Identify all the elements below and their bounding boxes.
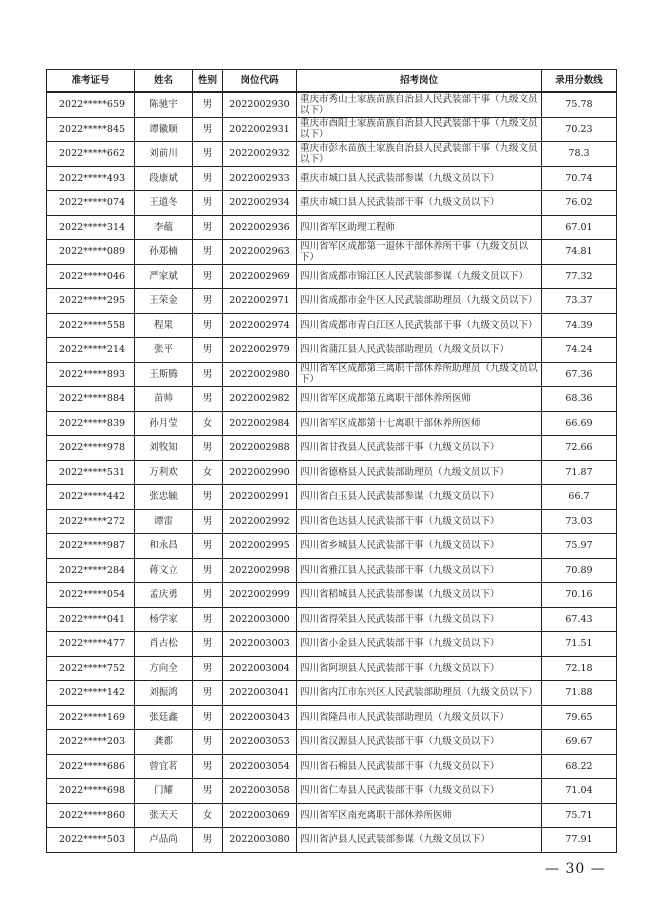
cell-score: 67.01 <box>542 215 617 240</box>
table-row <box>47 509 617 534</box>
cell-gender: 男 <box>193 362 223 387</box>
table-row <box>47 681 617 706</box>
cell-name: 孙月莹 <box>135 411 193 436</box>
cell-ticket: 2022*****987 <box>47 534 135 559</box>
cell-ticket: 2022*****054 <box>47 583 135 608</box>
cell-name: 刘振鸿 <box>135 681 193 706</box>
cell-score: 68.22 <box>542 754 617 779</box>
cell-post: 四川省白玉县人民武装部参谋（九级文员以下） <box>297 485 542 510</box>
header-ticket: 准考证号 <box>47 70 135 93</box>
table-row <box>47 289 617 314</box>
cell-ticket: 2022*****845 <box>47 117 135 142</box>
table-row <box>47 828 617 853</box>
cell-post: 四川省石棉县人民武装部干事（九级文员以下） <box>297 754 542 779</box>
cell-gender: 男 <box>193 607 223 632</box>
cell-post: 四川省稻城县人民武装部参谋（九级文员以下） <box>297 583 542 608</box>
cell-post: 四川省雅江县人民武装部干事（九级文员以下） <box>297 558 542 583</box>
cell-name: 杨学家 <box>135 607 193 632</box>
cell-post: 四川省军区南充离职干部休养所医师 <box>297 803 542 828</box>
page-number: — 30 — <box>545 861 606 877</box>
table-row <box>47 338 617 363</box>
cell-ticket: 2022*****884 <box>47 387 135 412</box>
cell-name: 孙郑楠 <box>135 240 193 265</box>
cell-name: 张忠毓 <box>135 485 193 510</box>
cell-name: 程果 <box>135 313 193 338</box>
cell-post: 重庆市彭水苗族土家族自治县人民武装部干事（九级文员以下） <box>297 142 542 167</box>
cell-ticket: 2022*****295 <box>47 289 135 314</box>
table-row <box>47 215 617 240</box>
cell-name: 陈驰宇 <box>135 92 193 117</box>
header-code: 岗位代码 <box>223 70 297 93</box>
cell-code: 2022003041 <box>223 681 297 706</box>
cell-ticket: 2022*****041 <box>47 607 135 632</box>
cell-score: 72.18 <box>542 656 617 681</box>
score-table <box>46 69 617 853</box>
cell-code: 2022003054 <box>223 754 297 779</box>
cell-score: 75.71 <box>542 803 617 828</box>
cell-post: 四川省军区成都第三离职干部休养所助理员（九级文员以下） <box>297 362 542 387</box>
table-row <box>47 632 617 657</box>
cell-code: 2022002931 <box>223 117 297 142</box>
cell-score: 75.97 <box>542 534 617 559</box>
cell-post: 四川省军区成都第五离职干部休养所医师 <box>297 387 542 412</box>
cell-gender: 女 <box>193 803 223 828</box>
cell-gender: 男 <box>193 485 223 510</box>
cell-ticket: 2022*****839 <box>47 411 135 436</box>
cell-name: 刘牧知 <box>135 436 193 461</box>
cell-code: 2022002934 <box>223 191 297 216</box>
cell-score: 74.24 <box>542 338 617 363</box>
cell-score: 67.36 <box>542 362 617 387</box>
cell-code: 2022003053 <box>223 730 297 755</box>
table-row <box>47 583 617 608</box>
table-body <box>47 92 617 852</box>
cell-name: 张平 <box>135 338 193 363</box>
cell-gender: 男 <box>193 509 223 534</box>
table-row <box>47 460 617 485</box>
cell-post: 四川省成都市青白江区人民武装部干事（九级文员以下） <box>297 313 542 338</box>
cell-score: 76.02 <box>542 191 617 216</box>
table-row <box>47 411 617 436</box>
cell-code: 2022002974 <box>223 313 297 338</box>
cell-gender: 男 <box>193 436 223 461</box>
cell-score: 74.81 <box>542 240 617 265</box>
cell-gender: 女 <box>193 460 223 485</box>
cell-gender: 男 <box>193 92 223 117</box>
cell-code: 2022002932 <box>223 142 297 167</box>
cell-post: 四川省得荣县人民武装部干事（九级文员以下） <box>297 607 542 632</box>
cell-gender: 男 <box>193 558 223 583</box>
cell-gender: 男 <box>193 215 223 240</box>
table-row <box>47 92 617 117</box>
cell-gender: 男 <box>193 828 223 853</box>
cell-post: 四川省军区助理工程师 <box>297 215 542 240</box>
cell-score: 73.03 <box>542 509 617 534</box>
cell-gender: 男 <box>193 289 223 314</box>
cell-ticket: 2022*****698 <box>47 779 135 804</box>
cell-name: 谭雷 <box>135 509 193 534</box>
cell-gender: 男 <box>193 681 223 706</box>
cell-ticket: 2022*****314 <box>47 215 135 240</box>
cell-ticket: 2022*****169 <box>47 705 135 730</box>
cell-code: 2022003058 <box>223 779 297 804</box>
cell-ticket: 2022*****503 <box>47 828 135 853</box>
cell-name: 严家斌 <box>135 264 193 289</box>
table-row <box>47 240 617 265</box>
table-header <box>47 70 617 93</box>
cell-ticket: 2022*****272 <box>47 509 135 534</box>
cell-post: 四川省内江市东兴区人民武装部助理员（九级文员以下） <box>297 681 542 706</box>
cell-name: 王荣金 <box>135 289 193 314</box>
cell-post: 四川省军区成都第一退休干部休养所干事（九级文员以下） <box>297 240 542 265</box>
table-row <box>47 705 617 730</box>
cell-name: 谭徽顺 <box>135 117 193 142</box>
cell-code: 2022003043 <box>223 705 297 730</box>
cell-ticket: 2022*****752 <box>47 656 135 681</box>
cell-score: 71.88 <box>542 681 617 706</box>
cell-post: 四川省泸县人民武装部参谋（九级文员以下） <box>297 828 542 853</box>
cell-code: 2022002995 <box>223 534 297 559</box>
cell-post: 重庆市城口县人民武装部参谋（九级文员以下） <box>297 166 542 191</box>
cell-post: 四川省汉源县人民武装部干事（九级文员以下） <box>297 730 542 755</box>
table-row <box>47 607 617 632</box>
cell-code: 2022003003 <box>223 632 297 657</box>
cell-name: 曾宜茗 <box>135 754 193 779</box>
cell-gender: 男 <box>193 387 223 412</box>
cell-post: 四川省蒲江县人民武装部助理员（九级文员以下） <box>297 338 542 363</box>
cell-name: 门耀 <box>135 779 193 804</box>
cell-post: 四川省德格县人民武装部助理员（九级文员以下） <box>297 460 542 485</box>
cell-ticket: 2022*****659 <box>47 92 135 117</box>
cell-score: 75.78 <box>542 92 617 117</box>
cell-code: 2022002971 <box>223 289 297 314</box>
cell-code: 2022003004 <box>223 656 297 681</box>
cell-gender: 男 <box>193 166 223 191</box>
table-row <box>47 166 617 191</box>
cell-score: 66.69 <box>542 411 617 436</box>
cell-score: 70.74 <box>542 166 617 191</box>
cell-gender: 男 <box>193 583 223 608</box>
cell-score: 68.36 <box>542 387 617 412</box>
table-row <box>47 117 617 142</box>
cell-name: 肖古松 <box>135 632 193 657</box>
cell-name: 方向全 <box>135 656 193 681</box>
header-gender: 性别 <box>193 70 223 93</box>
header-name: 姓名 <box>135 70 193 93</box>
cell-post: 四川省隆昌市人民武装部助理员（九级文员以下） <box>297 705 542 730</box>
cell-score: 71.87 <box>542 460 617 485</box>
cell-name: 李蕴 <box>135 215 193 240</box>
cell-post: 重庆市酉阳土家族苗族自治县人民武装部干事（九级文员以下） <box>297 117 542 142</box>
cell-post: 四川省阿坝县人民武装部干事（九级文员以下） <box>297 656 542 681</box>
cell-gender: 男 <box>193 142 223 167</box>
cell-post: 四川省成都市锦江区人民武装部参谋（九级文员以下） <box>297 264 542 289</box>
table-row <box>47 558 617 583</box>
cell-ticket: 2022*****686 <box>47 754 135 779</box>
cell-name: 刘前川 <box>135 142 193 167</box>
cell-code: 2022002979 <box>223 338 297 363</box>
cell-name: 龚都 <box>135 730 193 755</box>
cell-ticket: 2022*****978 <box>47 436 135 461</box>
cell-code: 2022002988 <box>223 436 297 461</box>
cell-code: 2022003000 <box>223 607 297 632</box>
table-row <box>47 803 617 828</box>
cell-gender: 女 <box>193 411 223 436</box>
cell-code: 2022002963 <box>223 240 297 265</box>
table-row <box>47 313 617 338</box>
table-row <box>47 362 617 387</box>
cell-name: 和永昌 <box>135 534 193 559</box>
cell-name: 卢品尚 <box>135 828 193 853</box>
cell-score: 66.7 <box>542 485 617 510</box>
cell-name: 王斯腾 <box>135 362 193 387</box>
cell-score: 71.04 <box>542 779 617 804</box>
cell-code: 2022002998 <box>223 558 297 583</box>
cell-ticket: 2022*****477 <box>47 632 135 657</box>
cell-ticket: 2022*****203 <box>47 730 135 755</box>
cell-post: 四川省成都市金牛区人民武装部助理员（九级文员以下） <box>297 289 542 314</box>
table-row <box>47 191 617 216</box>
cell-post: 四川省色达县人民武装部干事（九级文员以下） <box>297 509 542 534</box>
table-row <box>47 142 617 167</box>
cell-ticket: 2022*****214 <box>47 338 135 363</box>
cell-gender: 男 <box>193 117 223 142</box>
cell-name: 蒋文立 <box>135 558 193 583</box>
cell-ticket: 2022*****531 <box>47 460 135 485</box>
cell-gender: 男 <box>193 338 223 363</box>
table-row <box>47 387 617 412</box>
table-row <box>47 754 617 779</box>
cell-code: 2022002982 <box>223 387 297 412</box>
cell-score: 72.66 <box>542 436 617 461</box>
table-row <box>47 436 617 461</box>
cell-score: 79.65 <box>542 705 617 730</box>
cell-ticket: 2022*****142 <box>47 681 135 706</box>
cell-code: 2022002992 <box>223 509 297 534</box>
cell-ticket: 2022*****442 <box>47 485 135 510</box>
cell-ticket: 2022*****893 <box>47 362 135 387</box>
cell-score: 78.3 <box>542 142 617 167</box>
cell-post: 四川省军区成都第十七离职干部休养所医师 <box>297 411 542 436</box>
cell-ticket: 2022*****860 <box>47 803 135 828</box>
cell-gender: 男 <box>193 632 223 657</box>
cell-score: 71.51 <box>542 632 617 657</box>
cell-gender: 男 <box>193 730 223 755</box>
cell-gender: 男 <box>193 534 223 559</box>
cell-code: 2022002984 <box>223 411 297 436</box>
cell-name: 王道冬 <box>135 191 193 216</box>
cell-gender: 男 <box>193 191 223 216</box>
cell-score: 73.37 <box>542 289 617 314</box>
cell-gender: 男 <box>193 779 223 804</box>
cell-code: 2022002999 <box>223 583 297 608</box>
cell-code: 2022002933 <box>223 166 297 191</box>
table-row <box>47 485 617 510</box>
cell-gender: 男 <box>193 313 223 338</box>
cell-score: 70.89 <box>542 558 617 583</box>
cell-post: 重庆市秀山土家族苗族自治县人民武装部干事（九级文员以下） <box>297 92 542 117</box>
cell-ticket: 2022*****074 <box>47 191 135 216</box>
cell-name: 段康斌 <box>135 166 193 191</box>
table-row <box>47 264 617 289</box>
table-row <box>47 730 617 755</box>
cell-gender: 男 <box>193 240 223 265</box>
cell-gender: 男 <box>193 705 223 730</box>
header-post: 招考岗位 <box>297 70 542 93</box>
cell-code: 2022003069 <box>223 803 297 828</box>
cell-score: 77.91 <box>542 828 617 853</box>
cell-post: 重庆市城口县人民武装部干事（九级文员以下） <box>297 191 542 216</box>
cell-code: 2022002930 <box>223 92 297 117</box>
cell-score: 74.39 <box>542 313 617 338</box>
cell-code: 2022003080 <box>223 828 297 853</box>
cell-name: 孟庆勇 <box>135 583 193 608</box>
cell-post: 四川省甘孜县人民武装部干事（九级文员以下） <box>297 436 542 461</box>
cell-ticket: 2022*****089 <box>47 240 135 265</box>
cell-code: 2022002936 <box>223 215 297 240</box>
cell-ticket: 2022*****284 <box>47 558 135 583</box>
table-row <box>47 656 617 681</box>
cell-name: 万利欢 <box>135 460 193 485</box>
cell-post: 四川省仁寿县人民武装部干事（九级文员以下） <box>297 779 542 804</box>
cell-gender: 男 <box>193 264 223 289</box>
cell-ticket: 2022*****493 <box>47 166 135 191</box>
cell-name: 苗帅 <box>135 387 193 412</box>
cell-ticket: 2022*****046 <box>47 264 135 289</box>
cell-code: 2022002991 <box>223 485 297 510</box>
table-row <box>47 534 617 559</box>
cell-name: 张天天 <box>135 803 193 828</box>
cell-name: 张廷鑫 <box>135 705 193 730</box>
cell-score: 67.43 <box>542 607 617 632</box>
cell-post: 四川省乡城县人民武装部干事（九级文员以下） <box>297 534 542 559</box>
cell-score: 77.32 <box>542 264 617 289</box>
cell-ticket: 2022*****662 <box>47 142 135 167</box>
cell-ticket: 2022*****558 <box>47 313 135 338</box>
cell-code: 2022002980 <box>223 362 297 387</box>
cell-score: 70.16 <box>542 583 617 608</box>
cell-post: 四川省小金县人民武装部干事（九级文员以下） <box>297 632 542 657</box>
cell-gender: 男 <box>193 754 223 779</box>
cell-gender: 男 <box>193 656 223 681</box>
cell-code: 2022002969 <box>223 264 297 289</box>
cell-code: 2022002990 <box>223 460 297 485</box>
table-row <box>47 779 617 804</box>
cell-score: 69.67 <box>542 730 617 755</box>
header-score: 录用分数线 <box>542 70 617 93</box>
cell-score: 70.23 <box>542 117 617 142</box>
